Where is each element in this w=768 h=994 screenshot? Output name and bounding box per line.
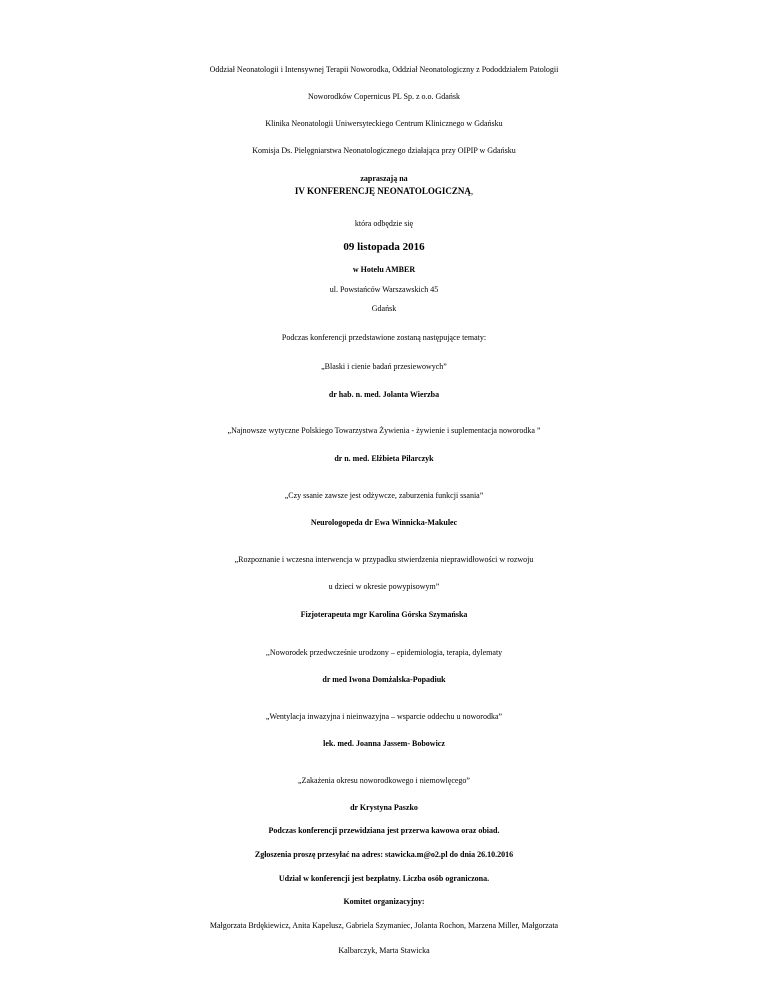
committee-members-line-2: Kalbarczyk, Marta Stawicka [338,946,430,955]
invite-intro: zapraszają na [360,174,408,183]
talk-2-speaker: dr n. med. Elżbieta Pilarczyk [334,454,434,463]
conference-title-comma: , [470,186,474,196]
event-street: ul. Powstańców Warszawskich 45 [329,285,439,294]
talk-5-speaker: dr med Iwona Domżalska-Popadiuk [322,675,446,684]
organizer-line-3: Klinika Neonatologii Uniwersyteckiego Centrum Klinicznego w Gdańsku [265,119,503,128]
talk-6-speaker: lek. med. Joanna Jassem- Bobowicz [323,739,445,748]
committee-members-line-1: Małgorzata Brdękiewicz, Anita Kapelusz, Gabriela Szymaniec, Jolanta Rochon, Marzena Miller, Małgorzata [209,921,559,930]
talk-4-title-line-2: u dzieci w okresie powypisowym” [328,582,440,591]
talk-3-title: „Czy ssanie zawsze jest odżywcze, zaburzenia funkcji ssania” [284,491,484,500]
note-registration: Zgłoszenia proszę przesyłać na adres: stawicka.m@o2.pl do dnia 26.10.2016 [254,850,514,859]
talk-3-speaker: Neurologopeda dr Ewa Winnicka-Makulec [310,518,458,527]
talk-6-title: „Wentylacja inwazyjna i nieinwazyjna – wsparcie oddechu u noworodka” [265,712,503,721]
organizer-line-4: Komisja Ds. Pielęgniarstwa Neonatologicznego działająca przy OIPIP w Gdańsku [252,146,516,155]
event-city: Gdańsk [371,304,397,313]
talk-7-speaker: dr Krystyna Paszko [350,803,418,812]
topics-intro: Podczas konferencji przedstawione zostaną następujące tematy: [281,333,487,342]
note-free: Udział w konferencji jest bezpłatny. Liczba osób ograniczona. [278,874,490,883]
talk-4-title-line-1: „Rozpoznanie i wczesna interwencja w przypadku stwierdzenia nieprawidłowości w rozwoju [234,555,534,564]
event-date: 09 listopada 2016 [343,241,425,253]
talk-5-title: ,,Noworodek przedwcześnie urodzony – epidemiologia, terapia, dylematy [265,648,503,657]
organizer-line-1: Oddział Neonatologii i Intensywnej Terapii Noworodka, Oddział Neonatologiczny z Pododdziałem Patologii [209,65,559,74]
organizer-line-2: Noworodków Copernicus PL Sp. z o.o. Gdańsk [308,92,460,101]
conference-title [0,186,768,196]
event-venue: w Hotelu AMBER [352,265,416,274]
talk-1-speaker: dr hab. n. med. Jolanta Wierzba [328,390,440,399]
talk-4-speaker: Fizjoterapeuta mgr Karolina Górska Szymańska [300,610,468,619]
talk-2-title: „Najnowsze wytyczne Polskiego Towarzystwa Żywienia - żywienie i suplementacja noworodka ” [227,426,541,435]
talk-7-title: „Zakażenia okresu noworodkowego i niemowlęcego” [298,776,470,785]
committee-heading: Komitet organizacyjny: [343,897,425,906]
note-break: Podczas konferencji przewidziana jest przerwa kawowa oraz obiad. [268,826,500,835]
invite-after: która odbędzie się [354,219,414,228]
talk-1-title: „Blaski i cienie badań przesiewowych” [321,362,447,371]
conference-title-bold: IV KONFERENCJĘ NEONATOLOGICZNĄ [294,186,471,196]
